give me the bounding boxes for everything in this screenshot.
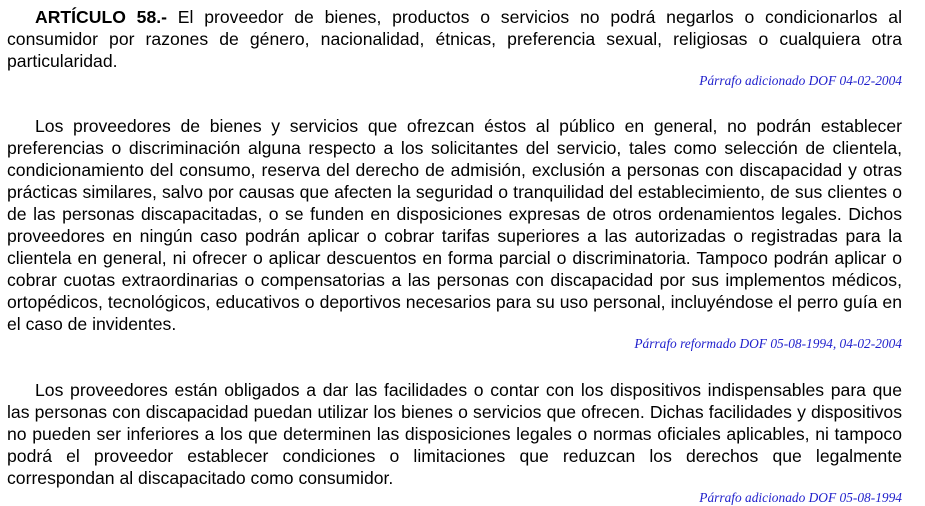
article-paragraph-1 [7,6,902,72]
paragraph-spacer [7,352,902,379]
article-paragraph-2: Los proveedores de bienes y servicios que ofrezcan éstos al público en general, no podrán establecer preferencias o discriminación alguna respecto a los solicitantes del servicio, tales como selección de clientela, condicionamiento del consumo, reserva del derecho de admisión, exclusión a personas con discapacidad y otras prácticas similares, salvo por causas que afecten la seguridad o tranquilidad del establecimiento, de sus clientes o de las personas discapacitadas, o se funden en disposiciones expresas de otros ordenamientos legales. Dichos proveedores en ningún caso podrán aplicar o cobrar tarifas superiores a las autorizadas o registradas para la clientela en general, ni ofrecer o aplicar descuentos en forma parcial o discriminatoria. Tampoco podrán aplicar o cobrar cuotas extraordinarias o compensatorias a las personas con discapacidad por sus implementos médicos, ortopédicos, tecnológicos, educativos o deportivos necesarios para su uso personal, incluyéndose el perro guía en el caso de invidentes. [7,116,902,334]
amendment-note-2: Párrafo reformado DOF 05-08-1994, 04-02-2004 [634,336,902,351]
amendment-note-1: Párrafo adicionado DOF 04-02-2004 [699,73,902,88]
amendment-note-3: Párrafo adicionado DOF 05-08-1994 [699,490,902,505]
document-page [7,6,902,506]
article-label: ARTÍCULO 58.- [35,7,167,27]
paragraph-1-text: El proveedor de bienes, productos o servicios no podrá negarlos o condicionarlos al consumidor por razones de género, nacionalidad, étnicas, preferencia sexual, religiosas o cualquiera otra particularidad. [7,7,902,71]
paragraph-spacer [7,89,902,115]
article-paragraph-3: Los proveedores están obligados a dar las facilidades o contar con los dispositivos indispensables para que las personas con discapacidad puedan utilizar los bienes o servicios que ofrecen. Dichas facilidades y dispositivos no pueden ser inferiores a los que determinen las disposiciones legales o normas oficiales aplicables, ni tampoco podrá el proveedor establecer condiciones o limitaciones que reduzcan los derechos que legalmente correspondan al discapacitado como consumidor. [7,380,902,488]
